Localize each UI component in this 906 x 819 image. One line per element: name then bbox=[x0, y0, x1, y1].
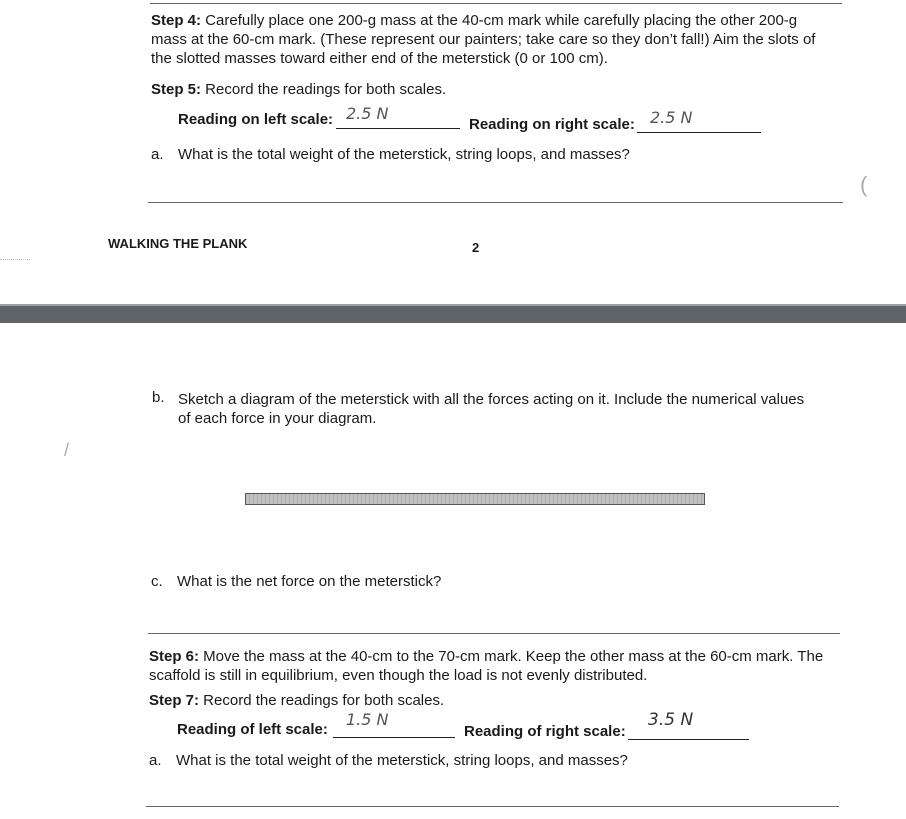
right-scale-handwritten-value: 3.5 N bbox=[648, 710, 694, 730]
left-scale-label: Reading of left scale: bbox=[177, 721, 328, 738]
left-scale-answer-line bbox=[336, 128, 460, 129]
left-scale-handwritten-value: 2.5 N bbox=[346, 104, 389, 123]
left-scale-answer-line bbox=[333, 737, 455, 738]
left-scale-handwritten-value: 1.5 N bbox=[346, 710, 389, 729]
step6-label: Step 6: bbox=[149, 648, 200, 665]
question-b-line1: Sketch a diagram of the meterstick with all the forces acting on it. Include the numerical values bbox=[178, 391, 805, 408]
step4-paragraph bbox=[151, 11, 851, 68]
step7-text: Record the readings for both scales. bbox=[199, 692, 445, 709]
question-c-text: What is the net force on the meterstick? bbox=[177, 573, 442, 590]
step6-text-line1: Move the mass at the 40-cm to the 70-cm mark. Keep the other mass at the 60-cm mark. The bbox=[199, 648, 824, 665]
page-number: 2 bbox=[472, 240, 480, 255]
step5-label: Step 5: bbox=[151, 81, 202, 98]
scan-dots bbox=[0, 259, 30, 260]
right-scale-handwritten-value: 2.5 N bbox=[650, 108, 693, 127]
step7-label: Step 7: bbox=[149, 692, 200, 709]
meterstick-drawing bbox=[245, 493, 705, 505]
question-c-answer-line bbox=[148, 633, 840, 634]
step7-paragraph bbox=[149, 691, 444, 710]
step6-text-line2: scaffold is still in equilibrium, even though the load is not evenly distributed. bbox=[149, 667, 648, 684]
right-scale-answer-line bbox=[637, 132, 761, 133]
question-a-answer-line bbox=[148, 202, 843, 203]
question-b-line2: of each force in your diagram. bbox=[178, 410, 377, 427]
step4-text-line1: Carefully place one 200-g mass at the 40-cm mark while carefully placing the other 200-g bbox=[201, 12, 798, 29]
right-scale-label: Reading of right scale: bbox=[464, 723, 626, 740]
step4-text-line3: the slotted masses toward either end of the meterstick (0 or 100 cm). bbox=[151, 50, 608, 67]
step5-paragraph bbox=[151, 80, 446, 99]
scan-mark: / bbox=[64, 440, 70, 460]
question-a-text: What is the total weight of the meterstick, string loops, and masses? bbox=[178, 146, 630, 163]
page-break-bar bbox=[0, 306, 906, 323]
question-c-letter: c. bbox=[151, 573, 163, 590]
left-scale-label: Reading on left scale: bbox=[178, 111, 334, 128]
step4-label: Step 4: bbox=[151, 12, 202, 29]
right-scale-answer-line bbox=[628, 739, 749, 740]
step5-text: Record the readings for both scales. bbox=[201, 81, 447, 98]
question-a-letter: a. bbox=[151, 146, 164, 163]
top-rule bbox=[150, 3, 842, 4]
question-a-answer-line bbox=[146, 806, 839, 807]
question-b-letter: b. bbox=[152, 389, 165, 406]
step6-paragraph bbox=[149, 647, 849, 685]
question-a-text: What is the total weight of the meterstick, string loops, and masses? bbox=[176, 752, 628, 769]
scan-mark: ( bbox=[860, 172, 868, 197]
right-scale-label: Reading on right scale: bbox=[469, 116, 635, 133]
footer-title: WALKING THE PLANK bbox=[108, 236, 248, 251]
question-b-text bbox=[178, 390, 858, 428]
question-a-letter: a. bbox=[149, 752, 162, 769]
step4-text-line2: mass at the 60-cm mark. (These represent our painters; take care so they don’t fall!) Aim the slots of bbox=[151, 31, 816, 48]
